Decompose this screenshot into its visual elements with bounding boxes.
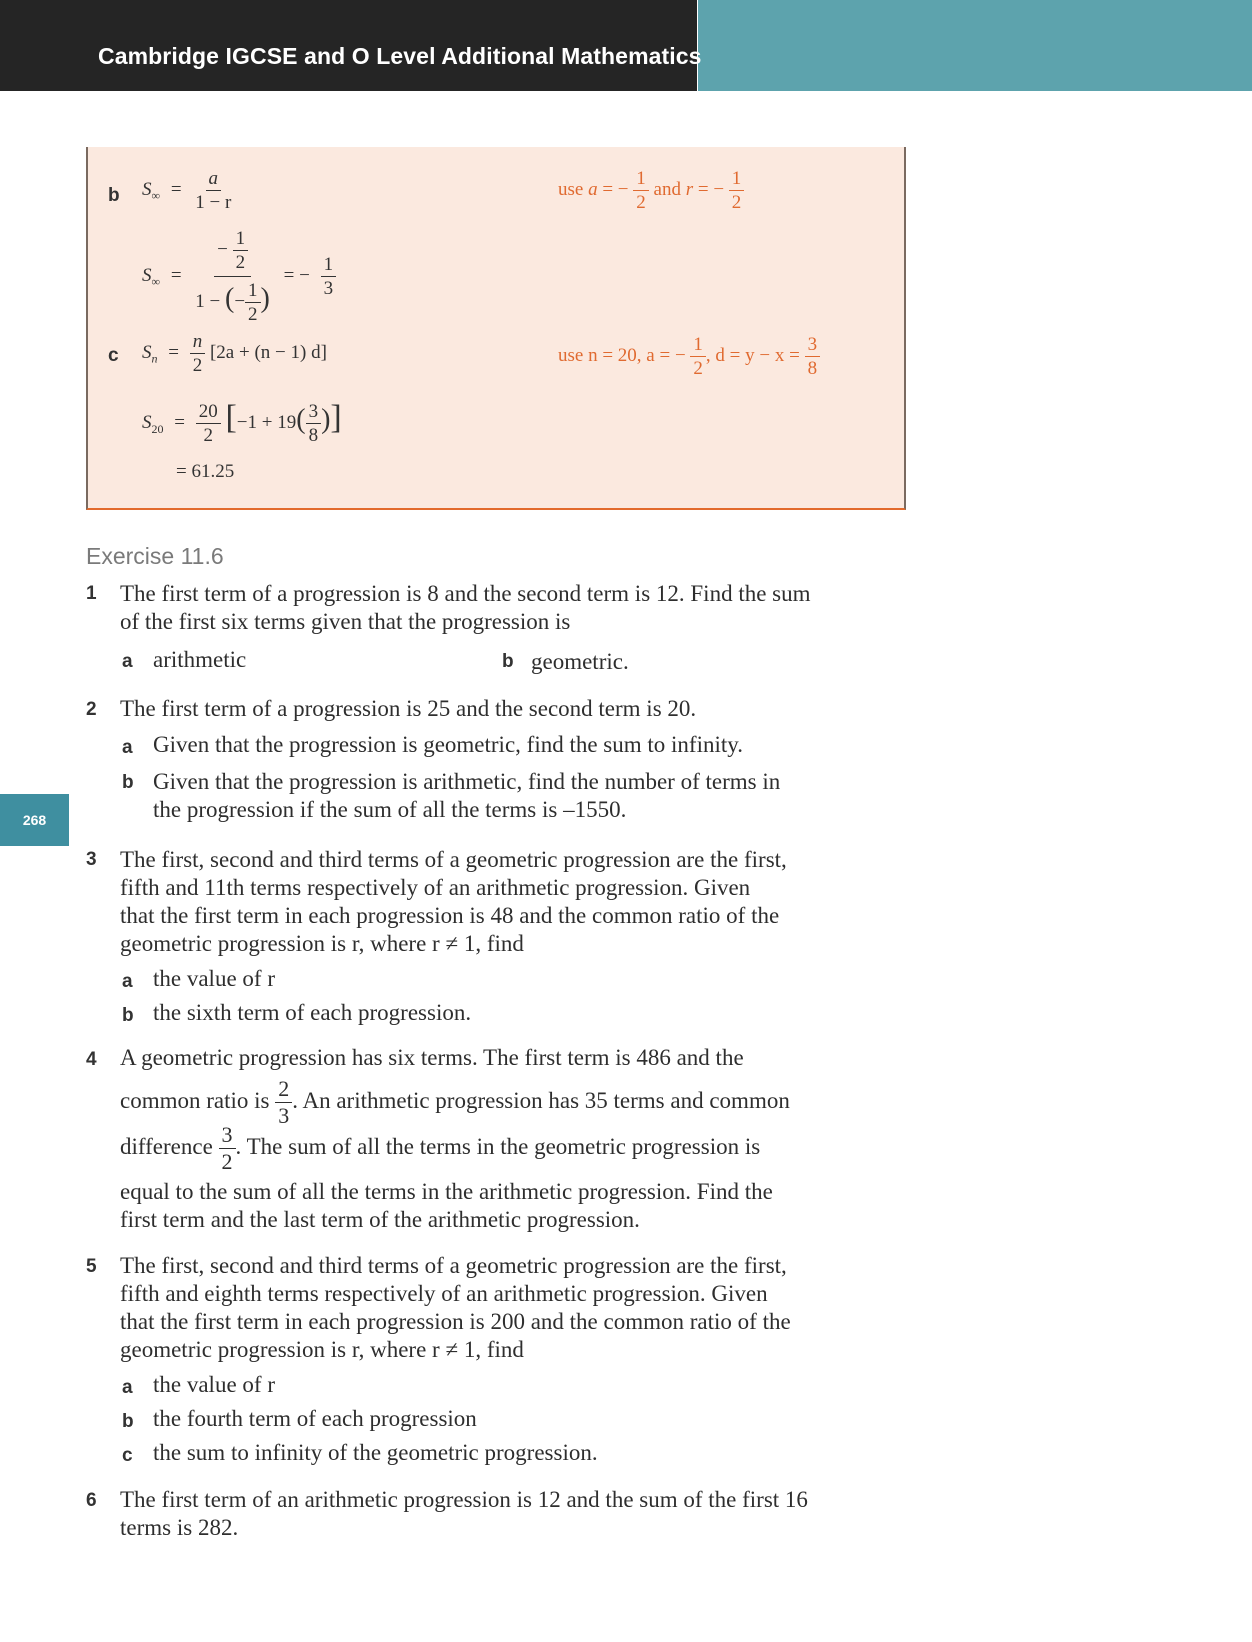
question-5-part-c-text: the sum to infinity of the geometric progression. — [153, 1440, 598, 1465]
question-3-number: 3 — [86, 849, 97, 870]
question-3-part-a-text: the value of r — [153, 966, 275, 991]
part-c-label: c — [108, 345, 119, 366]
question-4-number: 4 — [86, 1049, 97, 1070]
question-1-part-a-text: arithmetic — [153, 647, 247, 672]
question-1-text: The first term of a progression is 8 and the second term is 12. Find the sum of the first six terms given that the progression is — [120, 581, 811, 634]
part-b-note: use a = − $\frac{1}{2}$ and r = − $\frac{1}{2}$ — [558, 169, 744, 212]
question-4-line5: first term and the last term of the arithmetic progression. — [120, 1207, 640, 1232]
question-1-part-a-label: a — [122, 651, 133, 672]
book-title: Cambridge IGCSE and O Level Additional Mathematics — [98, 43, 702, 69]
question-3-part-b-text: the sixth term of each progression. — [153, 1000, 472, 1025]
question-2-part-a-text: Given that the progression is geometric, find the sum to infinity. — [153, 732, 744, 757]
part-b-line2: $S_\infty$ = − $\frac{1}{2}$ 1 − (− $\frac{1}{2}$ ) = − $\frac{1}{3}$ — [142, 229, 336, 324]
part-b-label: b — [108, 185, 120, 206]
question-2-number: 2 — [86, 699, 97, 720]
question-5-part-b-text: the fourth term of each progression — [153, 1406, 477, 1431]
question-3-part-b-label: b — [122, 1005, 134, 1026]
question-4-line3: difference $\frac{3}{2}$ . The sum of all the terms in the geometric progression is — [120, 1122, 761, 1174]
question-6-text: The first term of an arithmetic progression is 12 and the sum of the first 16 terms is 282. — [120, 1487, 808, 1540]
question-2-part-b-label: b — [122, 772, 134, 793]
part-c-line2: $S_{20}$ = $\frac{20}{2}$ [−1 + 19( $\frac{3}{8}$ )] — [142, 399, 342, 447]
question-5-text: The first, second and third terms of a geometric progression are the first, fifth and eighth terms respectively of an arithmetic progression. Given that the first term in each progression is 200 and the common ratio of the geometric progression is r, where r ≠ 1, find — [120, 1253, 791, 1362]
question-3-text: The first, second and third terms of a geometric progression are the first, fifth and 11th terms respectively of an arithmetic progression. Given that the first term in each progression is 48 and the common ratio of the geometric progression is r, where r ≠ 1, find — [120, 847, 787, 956]
question-1-part-b-text: geometric. — [531, 649, 629, 674]
part-c-line1: $S_n$ = $\frac{n}{2}$ [2a + (n − 1) d] — [142, 331, 327, 376]
question-1-number: 1 — [86, 583, 97, 604]
question-5-number: 5 — [86, 1256, 97, 1277]
question-5-part-c-label: c — [122, 1445, 133, 1466]
question-5-part-a-label: a — [122, 1377, 133, 1398]
part-c-result: = 61.25 — [176, 461, 235, 482]
question-4-line1: A geometric progression has six terms. The first term is 486 and the — [120, 1045, 744, 1070]
question-5-part-a-text: the value of r — [153, 1372, 275, 1397]
worked-example-box — [86, 147, 906, 510]
exercise-heading: Exercise 11.6 — [86, 543, 224, 569]
question-6-number: 6 — [86, 1490, 97, 1511]
part-c-note: use n = 20, a = − $\frac{1}{2}$ , d = y − x = $\frac{3}{8}$ — [558, 335, 820, 378]
header-accent-bar — [698, 0, 1252, 91]
question-2-part-b-text: Given that the progression is arithmetic, find the number of terms in the progression if the sum of all the terms is –1550. — [153, 769, 781, 822]
question-4-line2: common ratio is $\frac{2}{3}$ . An arithmetic progression has 35 terms and common — [120, 1076, 790, 1128]
page-number: 268 — [0, 794, 69, 846]
question-2-text: The first term of a progression is 25 and the second term is 20. — [120, 696, 697, 721]
question-5-part-b-label: b — [122, 1411, 134, 1432]
question-1-part-b-label: b — [502, 651, 514, 672]
question-2-part-a-label: a — [122, 737, 133, 758]
part-b-line1: $S_\infty$ = $\frac{a}{1 - r}$ — [142, 168, 232, 213]
question-4-line4: equal to the sum of all the terms in the arithmetic progression. Find the — [120, 1179, 773, 1204]
question-3-part-a-label: a — [122, 971, 133, 992]
